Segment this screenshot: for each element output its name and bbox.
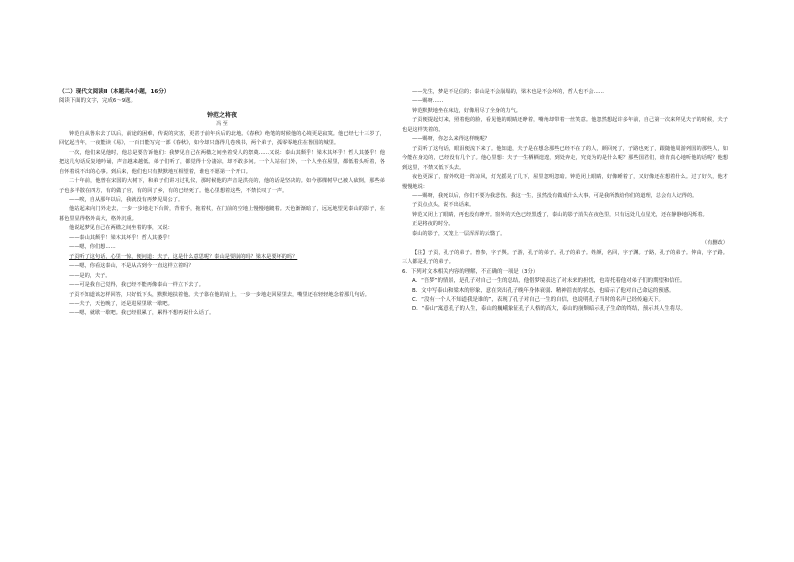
article-paragraph: ——泰山其颓乎！梁木其坏乎！哲人其萎乎！ [69, 234, 173, 241]
article-paragraph: ——赐呀，你怎么来得这样晚呢？ [412, 136, 490, 143]
article-paragraph: ——嗯，你们想…… [69, 244, 116, 251]
article-title: 钟范之将夜 [206, 111, 237, 119]
question-option-b: B．文中写泰山和梁木的形象，意在突出孔子晚年身体衰弱、精神沮丧的状态，也暗示了他对自己命运的预感。 [412, 287, 675, 294]
article-source: （有删改） [702, 240, 728, 247]
section-heading: （二）现代文阅读Ⅱ（本题共4小题，16分） [59, 89, 170, 95]
article-paragraph: ——嗯，你看这泰山，不是从古到今一直这样立着吗？ [69, 263, 194, 270]
question-option-d: D．“泰山”寓意孔子的人生，泰山的巍峨象征孔子人格的高大，泰山的崩颓暗示孔子生命的终结，预示其人生将尽。 [412, 306, 686, 313]
article-paragraph: 钟范自从鲁东去了以后，前途的困难，传说的灾害，更甚于前年兵后的北地。《春秋》绝笔的时候他的心境更是寂寞。他已经七十三岁了，回忆起当年，一夜能读《易》，一百日能写完一部《春秋》，如今却只落得几卷残书，两个弟子，孤零零地住在鲁国的城里。 [59, 130, 385, 147]
section-instruction: 阅读下面的文字，完成6～9题。 [59, 98, 136, 105]
right-column [402, 88, 728, 315]
article-paragraph: 钟范又闭上了眼睛，再也没有睁开。窗外的天色已经黑透了，泰山的影子消失在夜色里，只有远处几点星光，还在静静地闪烁着。 [412, 211, 708, 218]
article-paragraph: ——赐呀，我死以后，你们不要为我悲伤。我这一生，虽然没有做成什么大事，可是我所教给你们的道理，总会有人记得的。 [412, 192, 698, 199]
article-author: 冯 至 [216, 121, 228, 128]
article-paragraph: 二十年前，他曾在宋国的大树下，和弟子们讲习过礼仪，那时候他的声音是洪亮的，他的话是坚决的。如今那棵树早已被人砍倒，那些弟子也多半散在四方，有的做了官，有的回了乡，有的已经死了。他心里想着这些，不禁长叹了一声。 [59, 178, 385, 194]
article-paragraph: ——唉，自从那年以后，我就没有再梦见周公了。 [69, 196, 184, 203]
article-paragraph: ——可是我自己觉得，我已经不能再像泰山一样立下去了。 [69, 282, 204, 289]
article-paragraph: 他说起梦见自己在两楹之间坐着的事，又说： [69, 225, 173, 232]
article-paragraph: 正是将夜的时分。 [412, 221, 454, 228]
question-option-c: C．“没有一个人不知道我是谁的”，表现了孔子对自己一生的自信，也说明孔子当时的名声已经传遍天下。 [412, 296, 664, 303]
article-paragraph: 泰山的影子，又笼上一层浑浑的云翳了。 [412, 230, 506, 237]
article-paragraph: ——赐呀…… [412, 98, 444, 105]
left-column [59, 88, 385, 319]
article-notes: 【注】子贡，孔子的弟子。曾参，字子舆。子游，孔子的弟子。孔子的弟子。姓颜，名回，字子渊。子路，孔子的弟子。仲由，字子路。三人都是孔子的弟子。 [402, 249, 728, 266]
article-paragraph: ——先生，梦是不足信的；泰山是不会崩塌的，梁木也是不会坏的，哲人也不会…… [412, 89, 604, 95]
article-paragraph: ——夫子，天色晚了，还是进屋里歇一歇吧。 [69, 300, 173, 307]
article-paragraph: 子贡听了这句话，眼泪便流下来了。他知道，夫子是在想念那些已经不在了的人，颜回死了，子路也死了，跟随他周游列国的那些人，如今能在身边的，已经没有几个了。他心里想：夫子一生栖栖遑遑，到处奔走，究竟为的是什么呢？那些国君们，谁肯真心地听他的话呢？他想到这里，不禁又低下头去。 [402, 145, 728, 171]
question-stem: 6．下列对文本相关内容的理解，不正确的一项是（3分） [402, 268, 539, 275]
article-paragraph: 他站起来向门外走去，一步一步地走下台阶，背着手，拖着杖，在门前的空地上慢慢地踱着。天色渐渐暗了，远远地望见泰山的影子，在暮色里显得格外高大，格外沉重。 [59, 206, 385, 222]
article-paragraph: ——嗯，就歇一歇吧。我已经很累了，累得不想再说什么话了。 [69, 310, 215, 317]
article-paragraph: 子贡不知道该怎样回答，只好低下头，默默地扶着他。夫子靠在他的肩上，一步一步地走回屋里去，嘴里还在轻轻地念着那几句话。 [69, 291, 370, 298]
article-paragraph: 子贡点点头，说不出话来。 [412, 202, 475, 209]
article-paragraph: 子贡便提起灯来，照着他的脸，看见他的眼睛还睁着，嘴角却带着一丝笑意。他忽然想起许多年前，自己第一次来拜见夫子的时候，夫子也是这样笑着的。 [402, 117, 728, 133]
question-option-a: A．“吾梦”的情景，是孔子对自己一生的总结，他借梦境表达了对未来的担忧，也寄托着他对弟子们的期望和信任。 [412, 278, 686, 285]
article-paragraph: 子贡听了这句话，心里一惊，便问道：夫子，这是什么意思呢？泰山是要崩的吗？梁木是要坏的吗？ [69, 253, 298, 260]
article-paragraph: ——是的，夫子。 [69, 272, 111, 279]
article-paragraph: 夜色更深了，窗外吹进一阵凉风，灯光摇晃了几下，屋里忽明忽暗。钟范闭上眼睛，好像睡着了，又好像还在想着什么。过了好久，他才慢慢地说： [402, 174, 728, 190]
article-paragraph: 钟范默默地坐在床边，好像用尽了全身的力气。 [412, 107, 521, 114]
article-paragraph: 一次，他们来见他时，他总是要告诉他们：我梦见自己在两楹之间坐着受人的祭奠……又说：泰山其颓乎！梁木其坏乎！哲人其萎乎！他把这几句话反复地吟诵，声音越来越低。弟子们听了，都觉得十分凄凉，却不敢多问。一个人站在门外，一个人坐在屋里，都低着头听着，各自怀着说不出的心事。到后来，他们也只有默默地互相望着，谁也不愿第一个开口。 [59, 149, 385, 175]
